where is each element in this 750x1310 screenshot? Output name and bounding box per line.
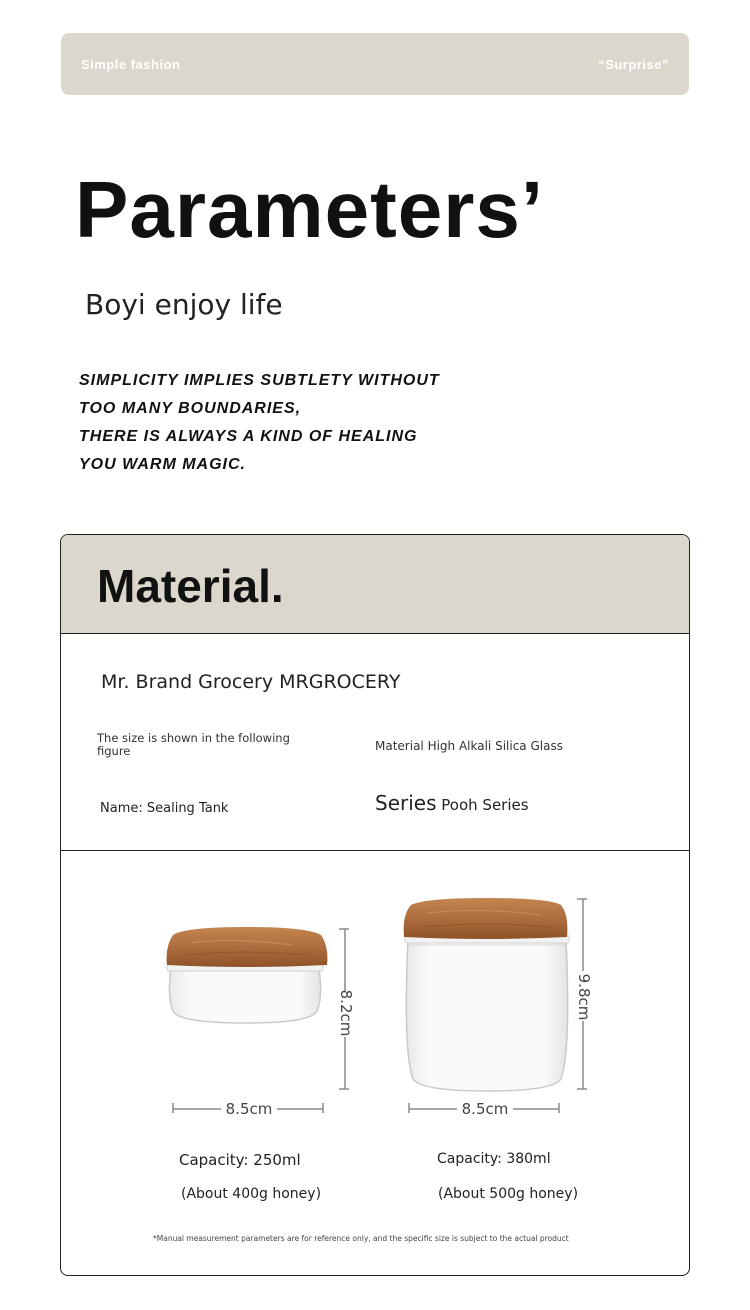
brand-text: Mr. Brand Grocery MRGROCERY <box>101 671 401 693</box>
material-spec: Material High Alkali Silica Glass <box>375 739 563 753</box>
page-subtitle: Boyi enjoy life <box>85 288 283 321</box>
large-jar-honey: (About 500g honey) <box>438 1186 579 1202</box>
large-jar-height-dimension <box>573 899 593 1089</box>
small-jar-honey: (About 400g honey) <box>181 1186 322 1202</box>
large-jar-width-dimension <box>409 1099 559 1119</box>
large-jar <box>404 898 569 1091</box>
jar-illustration <box>61 851 689 1151</box>
product-series <box>375 791 529 815</box>
product-name <box>100 797 228 816</box>
banner-right-text: “Surprise” <box>598 57 669 72</box>
quote-line: TOO MANY BOUNDARIES, <box>79 400 302 417</box>
top-banner <box>61 33 689 95</box>
small-jar-height-dimension <box>335 929 355 1089</box>
small-jar-capacity: Capacity: 250ml <box>179 1151 301 1169</box>
banner-left-text: Simple fashion <box>81 57 181 72</box>
large-jar-width-label: 8.5cm <box>461 1100 509 1118</box>
material-header <box>61 535 689 634</box>
large-jar-height-label: 9.8cm <box>575 973 593 1021</box>
small-jar-height-label: 8.2cm <box>337 989 355 1037</box>
page-title: Parameters’ <box>75 165 545 254</box>
series-value: Pooh Series <box>436 796 529 814</box>
name-label: Name: <box>100 801 147 816</box>
size-note: The size is shown in the following figure <box>97 731 290 758</box>
footnote: *Manual measurement parameters are for reference only, and the specific size is subject to the actual product <box>153 1234 569 1243</box>
series-label: Series <box>375 791 437 815</box>
quote-line: YOU WARM MAGIC. <box>79 456 246 473</box>
material-title: Material. <box>97 560 284 612</box>
small-jar-width-label: 8.5cm <box>225 1100 273 1118</box>
small-jar-width-dimension <box>173 1099 323 1119</box>
material-card <box>60 534 690 1276</box>
name-value: Sealing Tank <box>146 801 229 816</box>
large-jar-capacity: Capacity: 380ml <box>437 1151 551 1167</box>
quote-line: THERE IS ALWAYS A KIND OF HEALING <box>79 428 418 445</box>
quote-block <box>79 370 440 482</box>
small-jar <box>167 927 328 1023</box>
quote-line: SIMPLICITY IMPLIES SUBTLETY WITHOUT <box>79 372 440 389</box>
